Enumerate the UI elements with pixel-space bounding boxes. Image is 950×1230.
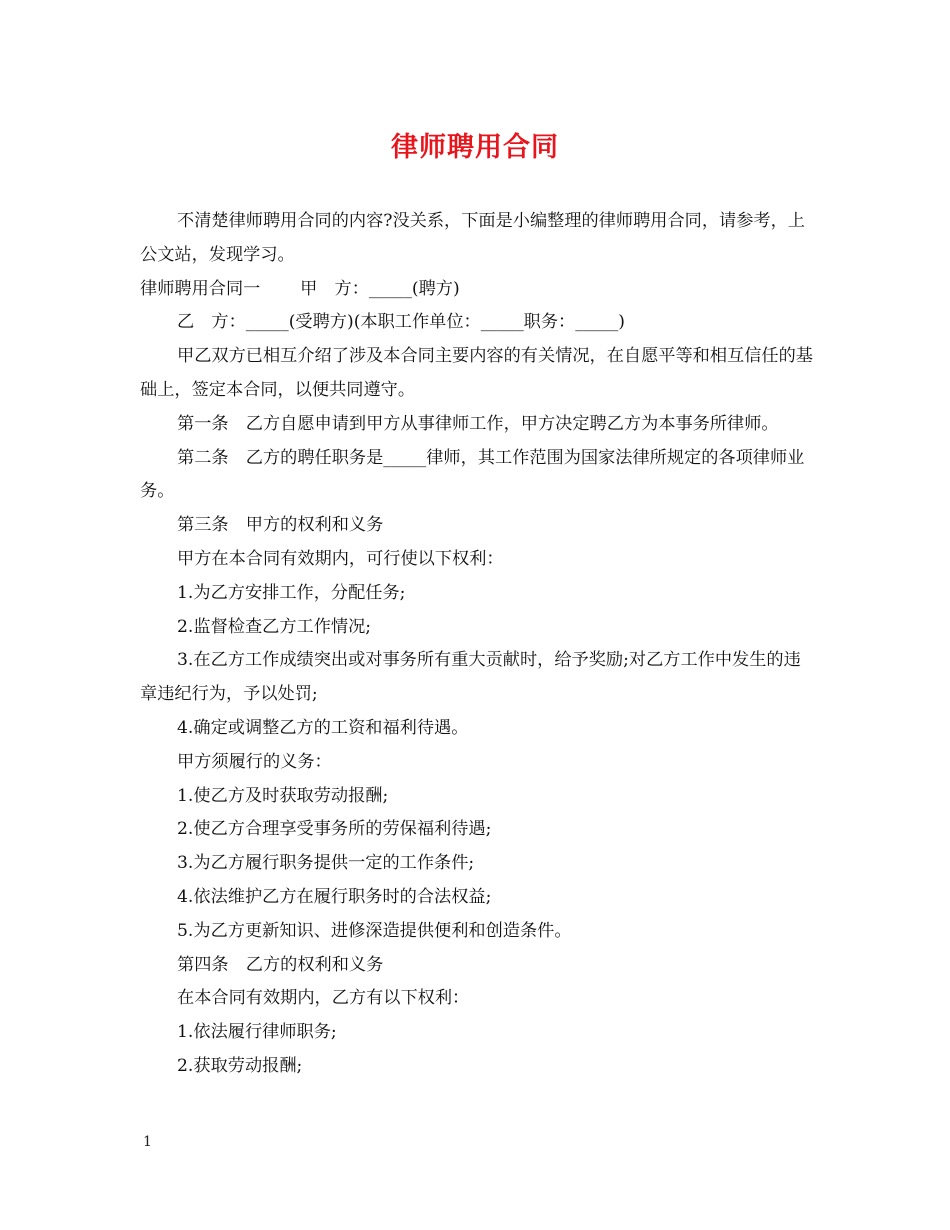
paragraph: 律师聘用合同一 甲 方：_____(聘方) — [140, 278, 460, 299]
list-item: 2.监督检查乙方工作情况; — [177, 616, 372, 637]
paragraph: 第四条 乙方的权利和义务 — [177, 954, 384, 975]
list-item: 1.使乙方及时获取劳动报酬; — [177, 785, 389, 806]
paragraph: 甲方须履行的义务： — [177, 751, 332, 772]
list-item: 2.获取劳动报酬; — [177, 1055, 303, 1076]
paragraph: 第二条 乙方的聘任职务是_____律师，其工作范围为国家法律所规定的各项律师业务。 — [140, 447, 805, 502]
paragraph: 第一条 乙方自愿申请到甲方从事律师工作，甲方决定聘乙方为本事务所律师。 — [177, 413, 779, 434]
document-title: 律师聘用合同 — [391, 132, 559, 163]
paragraph: 在本合同有效期内，乙方有以下权利： — [177, 988, 470, 1009]
list-item: 1.依法履行律师职务; — [177, 1022, 337, 1043]
paragraph: 甲乙双方已相互介绍了涉及本合同主要内容的有关情况，在自愿平等和相互信任的基础上，签定本合同，以便共同遵守。 — [140, 346, 813, 400]
page-number: 1 — [143, 1134, 152, 1150]
list-item: 5.为乙方更新知识、进修深造提供便利和创造条件。 — [177, 920, 572, 941]
list-item: 3.为乙方履行职务提供一定的工作条件; — [177, 853, 475, 874]
paragraph: 乙 方：_____(受聘方)(本职工作单位：_____职务：_____) — [177, 312, 625, 333]
list-item: 3.在乙方工作成绩突出或对事务所有重大贡献时，给予奖励;对乙方工作中发生的违章违纪行为，予以处罚; — [140, 650, 801, 705]
paragraph: 第三条 甲方的权利和义务 — [177, 515, 384, 536]
list-item: 1.为乙方安排工作，分配任务; — [177, 582, 406, 603]
paragraph: 甲方在本合同有效期内，可行使以下权利： — [177, 548, 504, 569]
paragraph: 不清楚律师聘用合同的内容?没关系，下面是小编整理的律师聘用合同，请参考，上公文站，发现学习。 — [140, 211, 805, 265]
list-item: 4.确定或调整乙方的工资和福利待遇。 — [177, 717, 469, 738]
document-body — [140, 205, 815, 1084]
list-item: 2.使乙方合理享受事务所的劳保福利待遇; — [177, 819, 492, 840]
list-item: 4.依法维护乙方在履行职务时的合法权益; — [177, 886, 492, 907]
